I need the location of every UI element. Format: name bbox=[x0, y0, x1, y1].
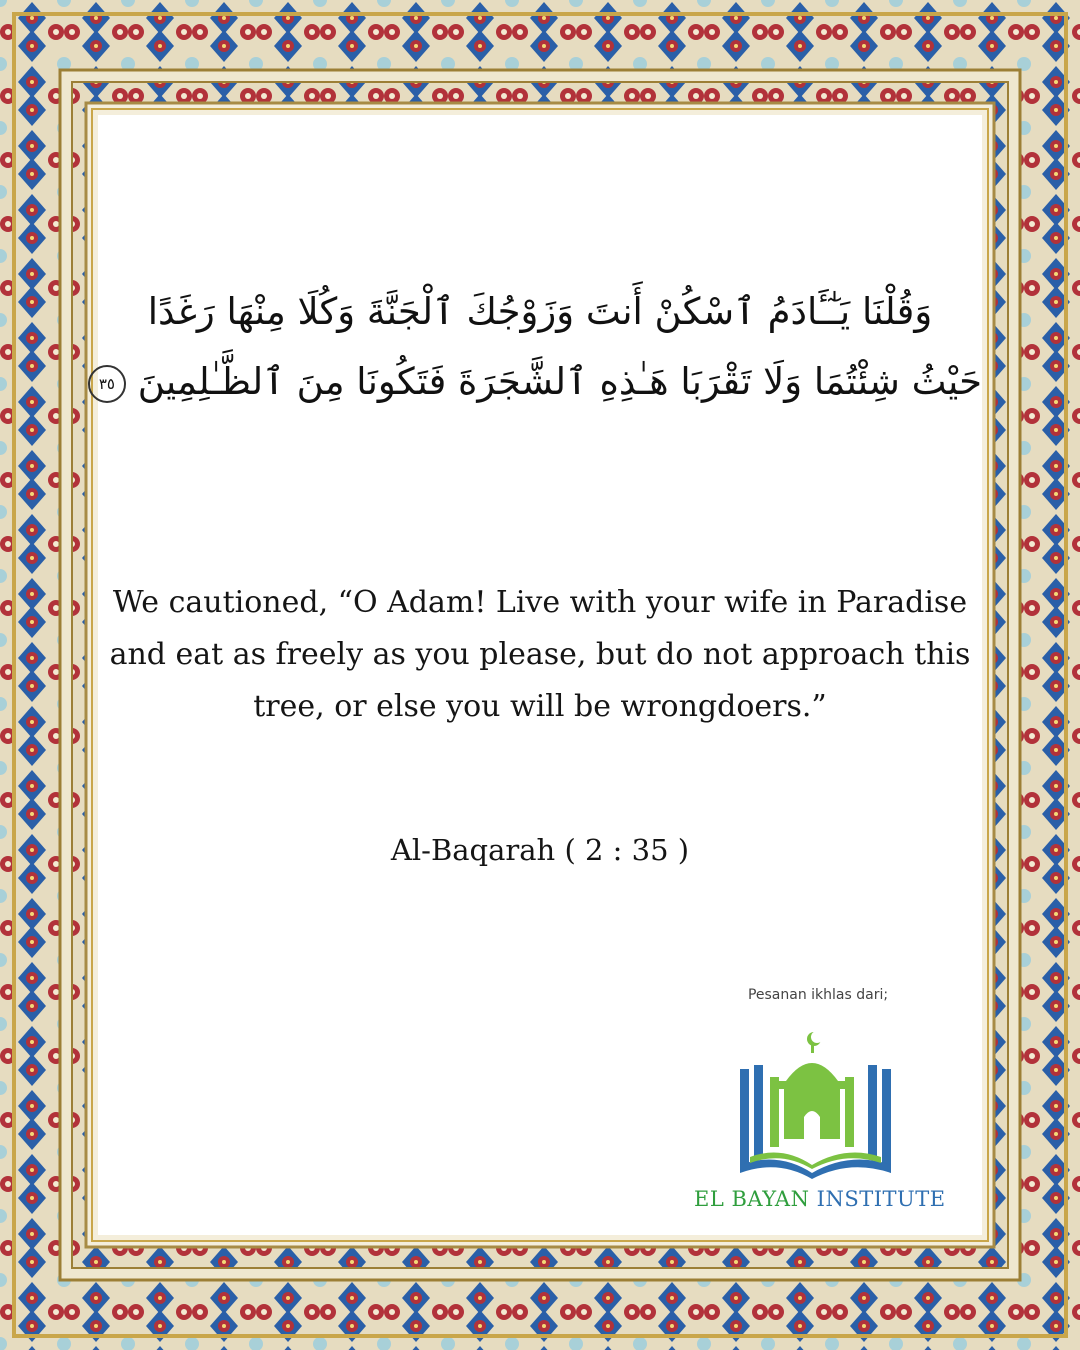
verse-reference: Al-Baqarah ( 2 : 35 ) bbox=[390, 833, 690, 867]
arabic-verse-line-2-container bbox=[98, 360, 982, 403]
content-panel bbox=[98, 115, 982, 1235]
ayah-number-badge: ٣٥ bbox=[88, 365, 126, 403]
institute-name-part2: INSTITUTE bbox=[816, 1187, 946, 1211]
mosque-book-logo-icon bbox=[738, 1025, 948, 1195]
arabic-verse-line-1: وَقُلْنَا يَـٰٓـَٔادَمُ ٱسْكُنْ أَنتَ وَزَوْجُكَ ٱلْجَنَّةَ وَكُلَا مِنْهَا رَغَدًا bbox=[147, 290, 933, 333]
arabic-verse-line-2: حَيْثُ شِئْتُمَا وَلَا تَقْرَبَا هَـٰذِهِ ٱلشَّجَرَةَ فَتَكُونَا مِنَ ٱلظَّـٰلِمِينَ bbox=[137, 360, 982, 403]
institute-name-part1: EL BAYAN bbox=[694, 1187, 810, 1211]
institute-name bbox=[694, 1187, 944, 1211]
verse-translation: We cautioned, “O Adam! Live with your wife in Paradise and eat as freely as you please, but do not approach this tree, or else you will be wrongdoers.” bbox=[109, 585, 971, 724]
message-caption: Pesanan ikhlas dari; bbox=[747, 987, 889, 1003]
crescent-icon bbox=[807, 1031, 823, 1046]
